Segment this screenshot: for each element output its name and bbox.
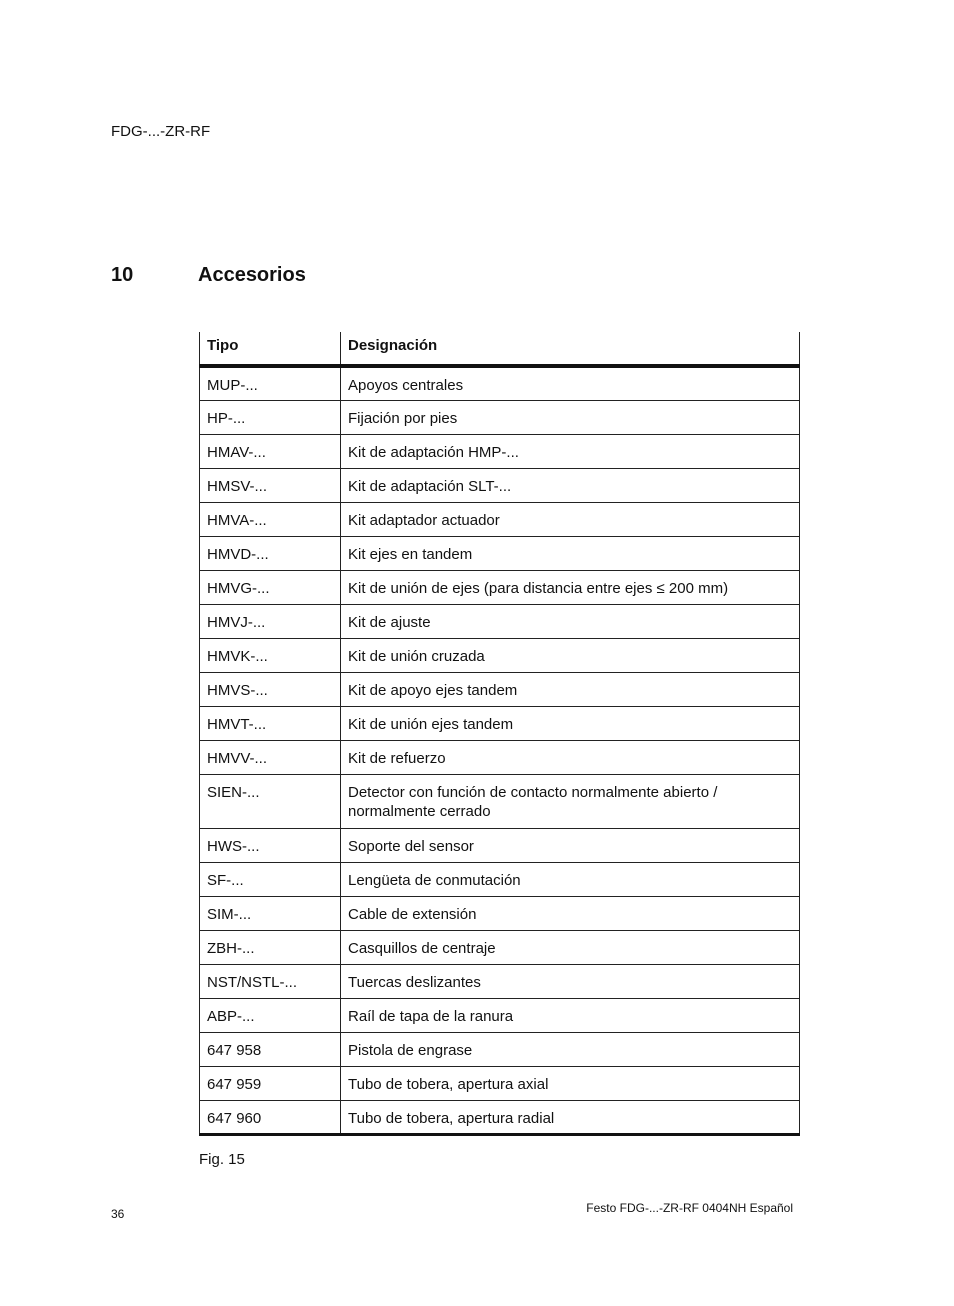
cell-designacion: Fijación por pies <box>341 400 800 434</box>
cell-tipo: ABP-... <box>200 998 341 1032</box>
cell-tipo: HMVJ-... <box>200 604 341 638</box>
section-number: 10 <box>111 264 134 286</box>
cell-tipo: 647 959 <box>200 1066 341 1100</box>
cell-designacion: Kit de adaptación HMP-... <box>341 434 800 468</box>
table-row <box>200 896 800 930</box>
cell-tipo: SF-... <box>200 862 341 896</box>
cell-designacion: Kit adaptador actuador <box>341 502 800 536</box>
cell-designacion: Pistola de engrase <box>341 1032 800 1066</box>
cell-designacion: Casquillos de centraje <box>341 930 800 964</box>
cell-tipo: MUP-... <box>200 366 341 400</box>
table-row <box>200 862 800 896</box>
table-row <box>200 1032 800 1066</box>
cell-tipo: SIEN-... <box>200 774 341 828</box>
page-number: 36 <box>111 1207 125 1221</box>
cell-designacion: Kit de unión cruzada <box>341 638 800 672</box>
cell-tipo: HWS-... <box>200 828 341 862</box>
cell-designacion: Kit ejes en tandem <box>341 536 800 570</box>
table-row <box>200 434 800 468</box>
cell-designacion: Detector con función de contacto normalmente abierto / normalmente cerrado <box>341 774 800 828</box>
section-title: Accesorios <box>198 264 306 286</box>
column-header-tipo: Tipo <box>200 332 341 366</box>
cell-tipo: HMVK-... <box>200 638 341 672</box>
cell-tipo: HMVV-... <box>200 740 341 774</box>
table-header-row <box>200 332 800 366</box>
table-row <box>200 998 800 1032</box>
cell-designacion: Tubo de tobera, apertura axial <box>341 1066 800 1100</box>
cell-tipo: SIM-... <box>200 896 341 930</box>
cell-tipo: ZBH-... <box>200 930 341 964</box>
table-row <box>200 706 800 740</box>
table-row <box>200 366 800 400</box>
cell-designacion: Raíl de tapa de la ranura <box>341 998 800 1032</box>
cell-designacion: Tuercas deslizantes <box>341 964 800 998</box>
figure-caption: Fig. 15 <box>199 1151 245 1168</box>
cell-designacion: Apoyos centrales <box>341 366 800 400</box>
cell-designacion: Tubo de tobera, apertura radial <box>341 1100 800 1134</box>
table-row <box>200 964 800 998</box>
table-body <box>200 366 800 1134</box>
table-row <box>200 570 800 604</box>
table-row <box>200 468 800 502</box>
cell-tipo: HMVT-... <box>200 706 341 740</box>
column-header-designacion: Designación <box>341 332 800 366</box>
table-row <box>200 536 800 570</box>
table-row <box>200 604 800 638</box>
table-row <box>200 1066 800 1100</box>
cell-tipo: HMAV-... <box>200 434 341 468</box>
cell-tipo: 647 960 <box>200 1100 341 1134</box>
cell-designacion: Kit de refuerzo <box>341 740 800 774</box>
footer-doc-info: Festo FDG-...-ZR-RF 0404NH Español <box>586 1201 793 1215</box>
accessories-table <box>199 332 800 1136</box>
cell-designacion: Soporte del sensor <box>341 828 800 862</box>
document-code-header: FDG-...-ZR-RF <box>111 123 211 140</box>
cell-designacion: Kit de apoyo ejes tandem <box>341 672 800 706</box>
cell-designacion: Kit de adaptación SLT-... <box>341 468 800 502</box>
cell-tipo: HMVS-... <box>200 672 341 706</box>
cell-designacion: Kit de ajuste <box>341 604 800 638</box>
cell-tipo: HP-... <box>200 400 341 434</box>
table-row <box>200 1100 800 1134</box>
table-row <box>200 672 800 706</box>
table-row <box>200 740 800 774</box>
table-row <box>200 828 800 862</box>
cell-tipo: HMVG-... <box>200 570 341 604</box>
table-row <box>200 774 800 828</box>
cell-tipo: HMVD-... <box>200 536 341 570</box>
cell-tipo: 647 958 <box>200 1032 341 1066</box>
cell-tipo: HMVA-... <box>200 502 341 536</box>
cell-designacion: Kit de unión de ejes (para distancia entre ejes ≤ 200 mm) <box>341 570 800 604</box>
table-row <box>200 502 800 536</box>
table-row <box>200 400 800 434</box>
table-row <box>200 930 800 964</box>
cell-designacion: Kit de unión ejes tandem <box>341 706 800 740</box>
cell-tipo: HMSV-... <box>200 468 341 502</box>
table-row <box>200 638 800 672</box>
cell-designacion: Cable de extensión <box>341 896 800 930</box>
cell-tipo: NST/NSTL-... <box>200 964 341 998</box>
cell-designacion: Lengüeta de conmutación <box>341 862 800 896</box>
